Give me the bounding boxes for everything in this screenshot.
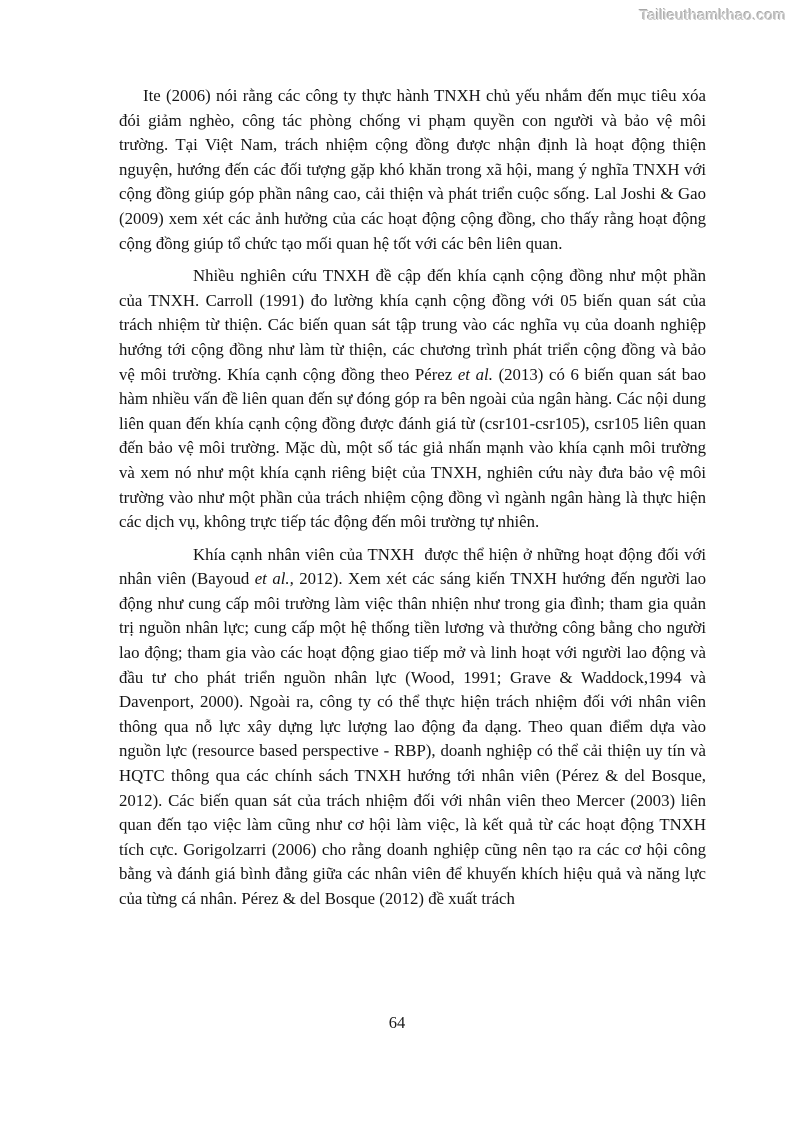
text-run: (2013) có 6 biến quan sát bao hàm nhiều vấn đề liên quan đến sự đóng góp ra bên ngoài của ngân hàng. Các nội dung liên quan đến khía cạnh cộng đồng được đánh giá từ (csr101-csr105), csr105 liên quan đến bảo vệ môi trường. Mặc dù, một số tác giả nhấn mạnh vào khía cạnh môi trường và xem nó như một khía cạnh riêng biệt của TNXH, nghiên cứu này đưa bảo vệ môi trường vào như một phần của trách nhiệm cộng đồng vì ngành ngân hàng là thực hiện các dịch vụ, không trực tiếp tác động đến môi trường tự nhiên. <box>119 364 706 532</box>
italic-text-run: et al., <box>254 569 294 589</box>
text-run: Nhiều nghiên cứu TNXH đề cập đến khía cạnh cộng đồng như một phần của TNXH. Carroll (1991) đo lường khía cạnh cộng đồng với 05 biến quan sát của trách nhiệm từ thiện. Các biến quan sát tập trung vào các nghĩa vụ của doanh nghiệp hướng tới cộng đồng như làm từ thiện, các chương trình phát triển cộng đồng và bảo vệ môi trường. Khía cạnh cộng đồng theo Pérez <box>119 266 706 384</box>
watermark: Tailieuthamkhao.com <box>639 7 786 24</box>
text-run: Ite (2006) nói rằng các công ty thực hành TNXH chủ yếu nhắm đến mục tiêu xóa đói giảm nghèo, công tác phòng chống vi phạm quyền con người và bảo vệ môi trường. Tại Việt Nam, trách nhiệm cộng đồng được nhận định là hoạt động thiện nguyện, hướng đến các đối tượng gặp khó khăn trong xã hội, mang ý nghĩa TNXH với cộng đồng giúp góp phần nâng cao, cải thiện và phát triển cuộc sống. Lal Joshi & Gao (2009) xem xét các ảnh hưởng của các hoạt động cộng đồng, cho thấy rằng hoạt động cộng đồng giúp tổ chức tạo mối quan hệ tốt với các bên liên quan. <box>119 86 706 253</box>
italic-text-run: et al. <box>457 364 493 384</box>
paragraph <box>119 264 706 535</box>
page-number: 64 <box>388 1013 406 1032</box>
text-run: 2012). Xem xét các sáng kiến TNXH hướng đến người lao động như cung cấp môi trường làm việc thân nhiện như trong gia đình; tham gia quản trị nguồn nhân lực; cung cấp một hệ thống tiền lương và thưởng công bằng cho người lao động; tham gia vào các hoạt động giao tiếp mở và linh hoạt với người lao động và đầu tư cho phát triển nguồn nhân lực (Wood, 1991; Grave & Waddock,1994 và Davenport, 2000). Ngoài ra, công ty có thể thực hiện trách nhiệm đối với nhân viên thông qua nỗ lực xây dựng lực lượng lao động đa dạng. Theo quan điểm dựa vào nguồn lực (resource based perspective - RBP), doanh nghiệp có thể cải thiện uy tín và HQTC thông qua các chính sách TNXH hướng tới nhân viên (Pérez & del Bosque, 2012). Các biến quan sát của trách nhiệm đối với nhân viên theo Mercer (2003) liên quan đến tạo việc làm cũng như cơ hội làm việc, là kết quả từ các hoạt động TNXH tích cực. Gorigolzarri (2006) cho rằng doanh nghiệp cũng nên tạo ra các cơ hội công bằng và đánh giá bình đẳng giữa các nhân viên để khuyến khích hiệu quả và năng lực của từng cá nhân. Pérez & del Bosque (2012) đề xuất trách <box>119 569 707 908</box>
text-body <box>119 84 706 920</box>
text-run: Khía cạnh nhân viên của TNXH được thể hiện ở những hoạt động đối với nhân viên (Bayoud <box>119 544 706 589</box>
paragraph <box>119 84 706 256</box>
paragraph <box>119 543 706 912</box>
